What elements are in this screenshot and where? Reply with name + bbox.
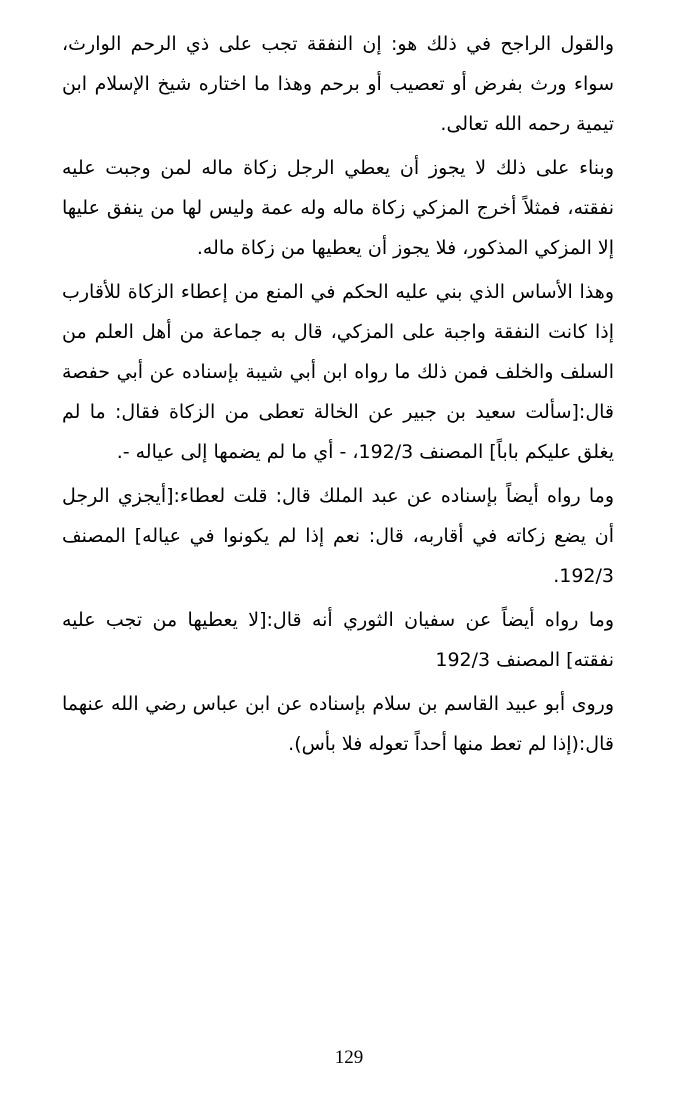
page-body xyxy=(62,24,614,764)
paragraph-4: وما رواه أيضاً بإسناده عن عبد الملك قال: قلت لعطاء:[أيجزي الرجل أن يضع زكاته في أقاربه، قال: نعم إذا لم يكونوا في عياله] المصنف 192/3. xyxy=(62,485,614,587)
page-number: 129 xyxy=(334,1047,364,1068)
paragraph-6: وروى أبو عبيد القاسم بن سلام بإسناده عن ابن عباس رضي الله عنهما قال:(إذا لم تعط منها أحداً تعوله فلا بأس). xyxy=(62,693,614,755)
paragraph-3: وهذا الأساس الذي بني عليه الحكم في المنع من إعطاء الزكاة للأقارب إذا كانت النفقة واجبة على المزكي، قال به جماعة من أهل العلم من السلف والخلف فمن ذلك ما رواه ابن أبي شيبة بإسناده عن أبي حفصة قال:[سألت سعيد بن جبير عن الخالة تعطى من الزكاة فقال: ما لم يغلق عليكم باباً] المصنف 192/3، - أي ما لم يضمها إلى عياله -. xyxy=(62,281,614,463)
paragraph-1: والقول الراجح في ذلك هو: إن النفقة تجب على ذي الرحم الوارث، سواء ورث بفرض أو تعصيب أو برحم وهذا ما اختاره شيخ الإسلام ابن تيمية رحمه الله تعالى. xyxy=(62,33,614,135)
paragraph-5: وما رواه أيضاً عن سفيان الثوري أنه قال:[لا يعطيها من تجب عليه نفقته] المصنف 192/3 xyxy=(62,609,614,671)
paragraph-2: وبناء على ذلك لا يجوز أن يعطي الرجل زكاة ماله لمن وجبت عليه نفقته، فمثلاً أخرج المزكي زكاة ماله وله عمة وليس لها من ينفق عليها إلا المزكي المذكور، فلا يجوز أن يعطيها من زكاة ماله. xyxy=(62,157,614,259)
